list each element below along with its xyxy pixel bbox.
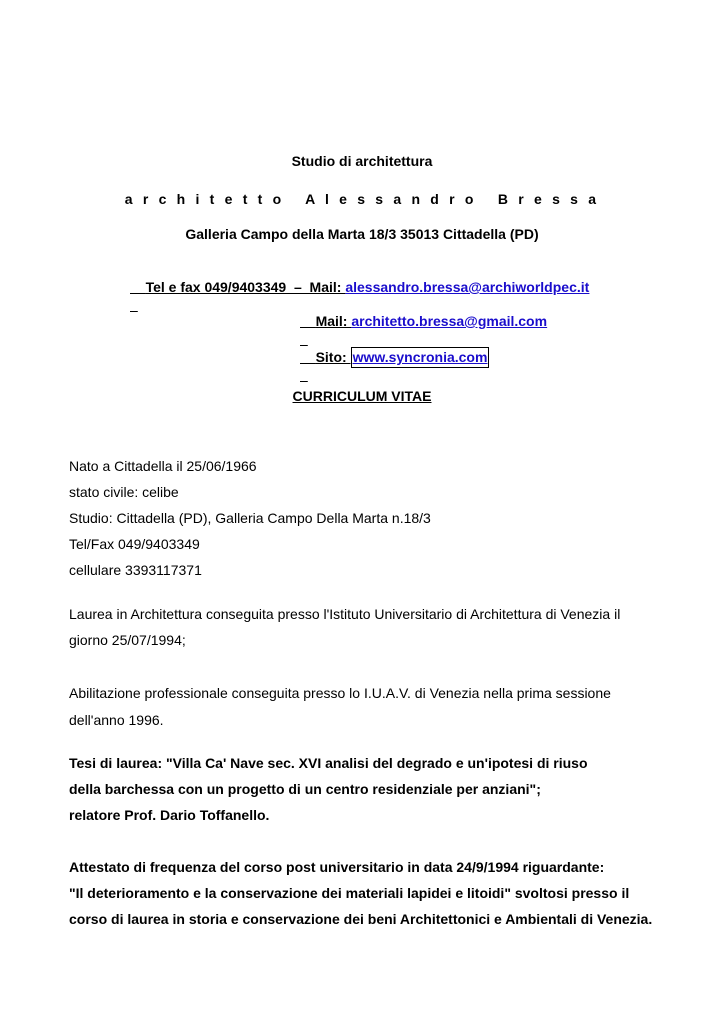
tesi-line-2: della barchessa con un progetto di un centro residenziale per anziani"; [69,781,541,797]
studio-heading: Studio di architettura [291,153,433,169]
cv-title: CURRICULUM VITAE [292,388,432,404]
personal-birth: Nato a Cittadella il 25/06/1966 [69,458,257,474]
tesi-line-1: Tesi di laurea: "Villa Ca' Nave sec. XVI analisi del degrado e un'ipotesi di riuso [69,755,588,771]
tesi-line-3: relatore Prof. Dario Toffanello. [69,807,270,823]
attestato-line-2: "Il deterioramento e la conservazione dei materiali lapidei e litoidi" svoltosi presso il [69,885,630,901]
personal-telfax: Tel/Fax 049/9403349 [69,536,200,552]
attestato-line-3: corso di laurea in storia e conservazione dei beni Architettonici e Ambientali di Venezia. [69,911,653,927]
studio-address: Galleria Campo della Marta 18/3 35013 Cittadella (PD) [185,226,539,242]
laurea-line-1: Laurea in Architettura conseguita presso l'Istituto Universitario di Architettura di Venezia il [69,606,621,622]
mail-link-gmail[interactable]: architetto.bressa@gmail.com [351,313,548,329]
attestato-line-1: Attestato di frequenza del corso post universitario in data 24/9/1994 riguardante: [69,859,605,875]
tel-fax-label: Tel e fax 049/9403349 – Mail: [145,279,346,295]
personal-studio: Studio: Cittadella (PD), Galleria Campo Della Marta n.18/3 [69,510,431,526]
abilitazione-line-1: Abilitazione professionale conseguita presso lo I.U.A.V. di Venezia nella prima sessione [69,685,611,701]
mail-link-pec[interactable]: alessandro.bressa@archiworldpec.it [345,279,590,295]
personal-status: stato civile: celibe [69,484,179,500]
personal-mobile: cellulare 3393117371 [69,562,202,578]
architect-name: a r c h i t e t t o A l e s s a n d r o B r e s s a [124,191,600,207]
site-link[interactable]: www.syncronia.com [351,347,490,368]
site-line [300,330,489,384]
mail-label: Mail: [315,313,352,329]
laurea-line-2: giorno 25/07/1994; [69,632,186,648]
abilitazione-line-2: dell'anno 1996. [69,712,164,728]
site-label: Sito: [315,349,351,365]
